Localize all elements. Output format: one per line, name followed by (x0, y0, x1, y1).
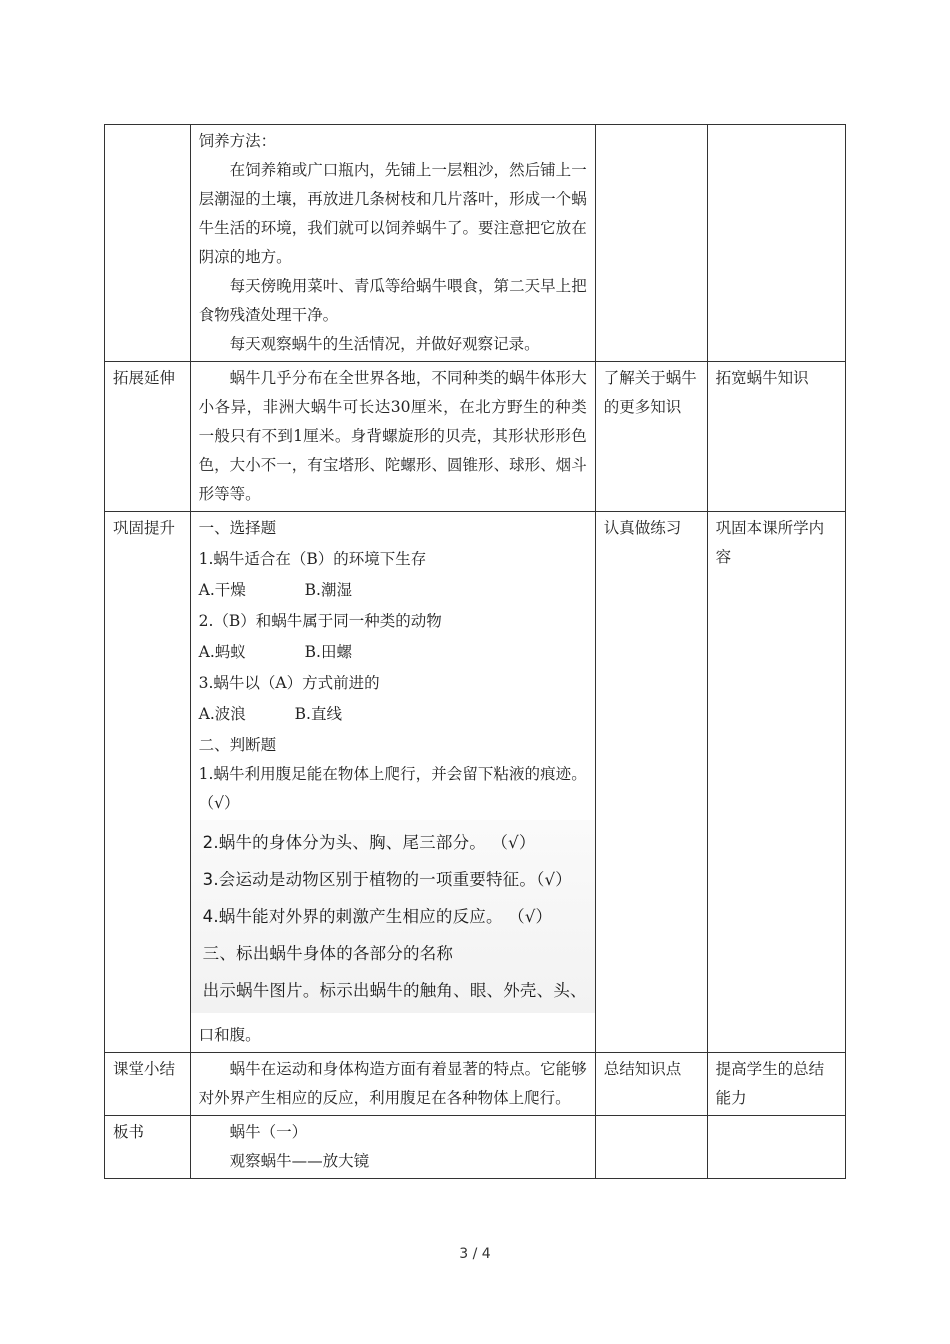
label-instruction-end: 口和腹。 (198, 1026, 261, 1044)
question-2-options (199, 638, 587, 667)
option-1a: A.干燥 (198, 581, 246, 599)
intent-cell-summary: 提高学生的总结能力 (707, 1053, 845, 1116)
judge-2: 2.蜗牛的身体分为头、胸、尾三部分。 （√） (202, 833, 536, 852)
intent-cell-board (707, 1116, 845, 1179)
row-summary (105, 1053, 846, 1116)
feeding-heading: 饲养方法： (198, 132, 277, 150)
row-feeding (105, 125, 846, 362)
feeding-paragraph-3: 每天观察蜗牛的生活情况，并做好观察记录。 (229, 335, 540, 353)
summary-paragraph: 蜗牛在运动和身体构造方面有着显著的特点。它能够对外界产生相应的反应，利用腹足在各种物体上爬行。 (198, 1060, 587, 1107)
judge-3: 3.会运动是动物区别于植物的一项重要特征。（√） (202, 870, 572, 889)
page-number: 3 / 4 (459, 1246, 491, 1262)
board-line-1: 蜗牛（一） (229, 1123, 308, 1141)
question-2: 2.（B）和蜗牛属于同一种类的动物 (198, 612, 442, 630)
student-cell-empty (595, 125, 707, 362)
label-instruction: 出示蜗牛图片。标示出蜗牛的触角、眼、外壳、头、 (202, 981, 587, 1000)
option-2b: B.田螺 (304, 643, 352, 661)
student-cell-extension: 了解关于蜗牛的更多知识 (595, 362, 707, 512)
content-cell-summary (190, 1053, 595, 1116)
question-1: 1.蜗牛适合在（B）的环境下生存 (198, 550, 427, 568)
stage-cell-extension: 拓展延伸 (105, 362, 191, 512)
content-cell-feeding (190, 125, 595, 362)
row-board (105, 1116, 846, 1179)
feeding-paragraph-1: 在饲养箱或广口瓶内，先铺上一层粗沙，然后铺上一层潮湿的土壤，再放进几条树枝和几片落叶，形成一个蜗牛生活的环境，我们就可以饲养蜗牛了。要注意把它放在阴凉的地方。 (198, 161, 587, 266)
lesson-plan-table (104, 124, 846, 1179)
option-2a: A.蚂蚁 (198, 643, 246, 661)
exercise-image (191, 820, 596, 1013)
row-consolidate (105, 512, 846, 1053)
intent-cell-consolidate: 巩固本课所学内容 (707, 512, 845, 1053)
feeding-paragraph-2: 每天傍晚用菜叶、青瓜等给蜗牛喂食，第二天早上把食物残渣处理干净。 (198, 277, 587, 324)
student-cell-summary: 总结知识点 (595, 1053, 707, 1116)
row-extension (105, 362, 846, 512)
option-3a: A.波浪 (198, 705, 246, 723)
stage-cell-summary: 课堂小结 (105, 1053, 191, 1116)
extension-paragraph: 蜗牛几乎分布在全世界各地，不同种类的蜗牛体形大小各异，非洲大蜗牛可长达30厘米，在北方野生的种类一般只有不到1厘米。身背螺旋形的贝壳，其形状形形色色，大小不一，有宝塔形、陀螺形、圆锥形、球形、烟斗形等等。 (198, 369, 587, 503)
question-1-options (199, 576, 587, 605)
stage-cell-empty (105, 125, 191, 362)
intent-cell-empty (707, 125, 845, 362)
section-choice-heading: 一、选择题 (198, 519, 277, 537)
content-cell-extension (190, 362, 595, 512)
student-cell-board (595, 1116, 707, 1179)
option-1b: B.潮湿 (304, 581, 352, 599)
question-3: 3.蜗牛以（A）方式前进的 (198, 674, 380, 692)
student-cell-consolidate: 认真做练习 (595, 512, 707, 1053)
intent-cell-extension: 拓宽蜗牛知识 (707, 362, 845, 512)
option-3b: B.直线 (294, 705, 342, 723)
section-judge-heading: 二、判断题 (198, 736, 277, 754)
section-label-heading: 三、标出蜗牛身体的各部分的名称 (202, 944, 454, 963)
content-cell-board (190, 1116, 595, 1179)
judge-4: 4.蜗牛能对外界的刺激产生相应的反应。 （√） (202, 907, 553, 926)
judge-1: 1.蜗牛利用腹足能在物体上爬行，并会留下粘液的痕迹。 （√） (198, 765, 587, 812)
question-3-options (199, 700, 587, 729)
content-cell-consolidate (190, 512, 595, 1053)
board-line-2: 观察蜗牛——放大镜 (229, 1152, 370, 1170)
stage-cell-board: 板书 (105, 1116, 191, 1179)
stage-cell-consolidate: 巩固提升 (105, 512, 191, 1053)
